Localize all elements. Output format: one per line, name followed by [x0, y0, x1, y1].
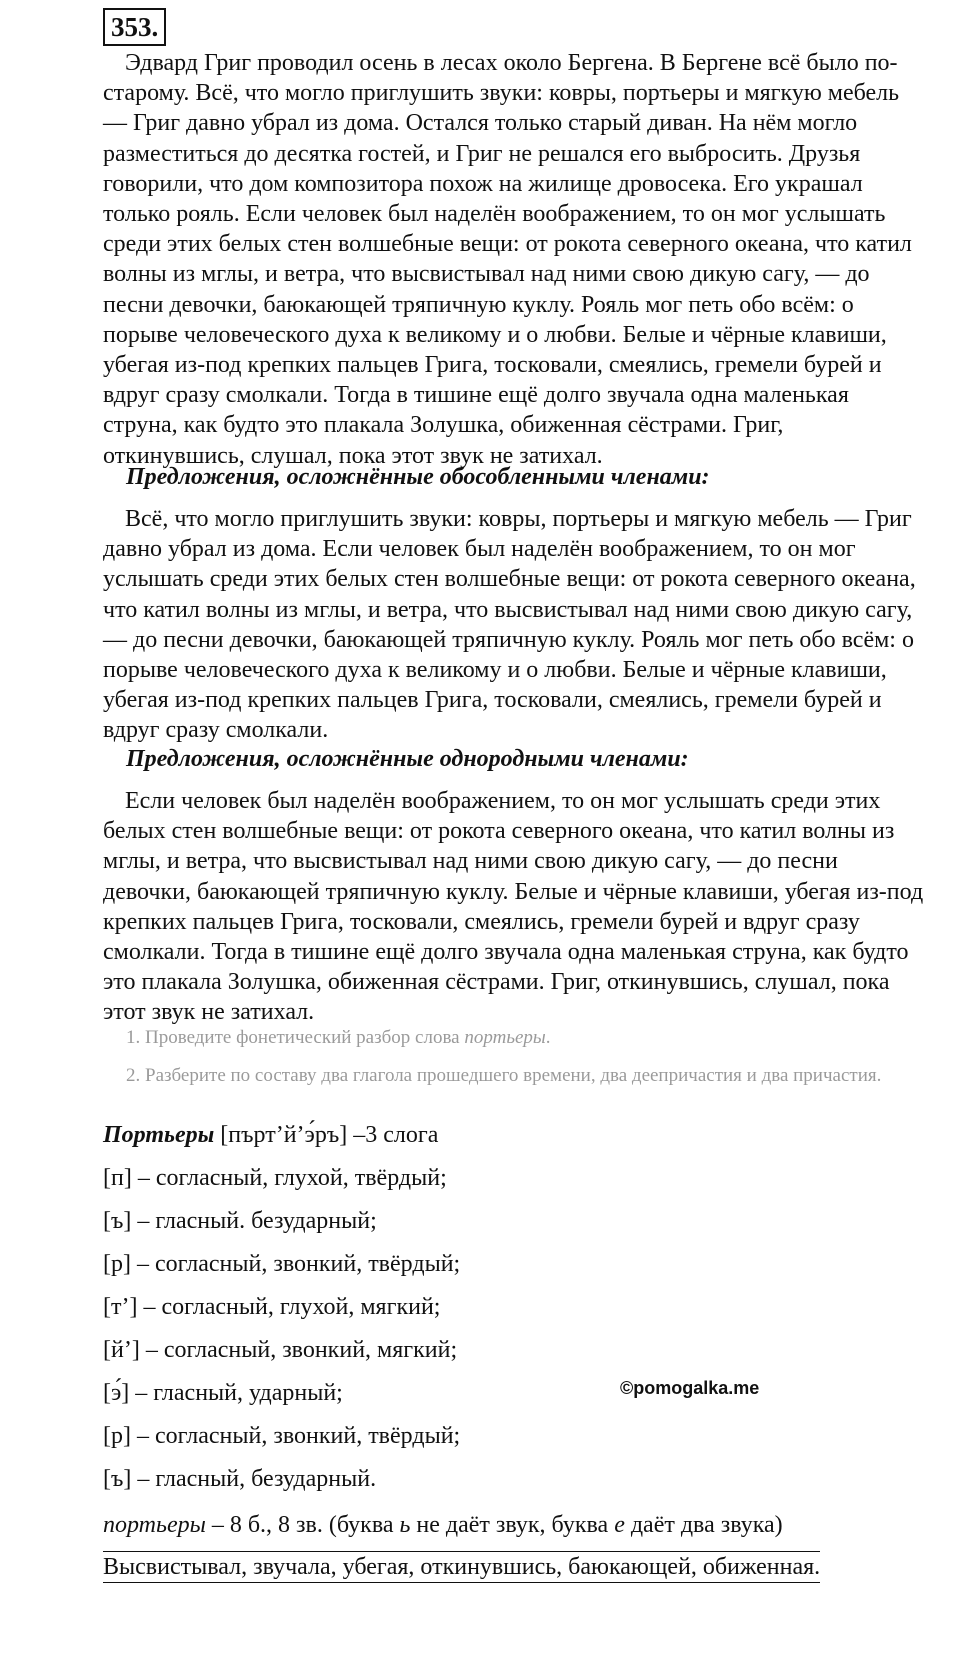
task-1	[126, 1024, 948, 1052]
phonetic-header	[103, 1122, 438, 1149]
heading-isolated: Предложения, осложнённые обособленными членами:	[126, 464, 710, 490]
sound-line: [ъ] – гласный, безударный.	[103, 1466, 377, 1492]
summary-text: – 8 б., 8 зв. (буква	[205, 1512, 400, 1538]
task-2: 2. Разберите по составу два глагола прошедшего времени, два деепричастия и два причастия.	[126, 1065, 882, 1086]
phonetic-summary	[103, 1512, 783, 1539]
sound-line: [п] – согласный, глухой, твёрдый;	[103, 1165, 447, 1191]
phonetic-transcription: [пърт’й’э́ръ] –3 слога	[220, 1122, 439, 1148]
summary-letter: ь	[399, 1512, 411, 1538]
task-1-suffix: .	[545, 1027, 551, 1048]
homogeneous-paragraph: Если человек был наделён воображением, то он мог услышать среди этих белых стен волшебные вещи: от рокота северного океана, что катил волны из мглы, и ветра, что высвистывал над ними свою дикую сагу, — до песни девочки, баюкающей тряпичную куклу. Белые и чёрные клавиши, убегая из-под крепких пальцев Грига, тосковали, смеялись, гремели бурей и вдруг сразу смолкали. Тогда в тишине ещё долго звучала одна маленькая струна, как будто это плакала Золушка, обиженная сёстрами. Григ, откинувшись, слушал, пока этот звук не затихал.	[103, 788, 924, 1026]
summary-word: портьеры	[103, 1512, 206, 1538]
summary-text: не даёт звук, буква	[410, 1512, 615, 1538]
text-paragraph: Эдвард Григ проводил осень в лесах около Бергена. В Бергене всё было по-старому. Всё, что могло приглушить звуки: ковры, портьеры и мягкую мебель — Григ давно убрал из дома. Остался только старый диван. На нём могло разместиться до десятка гостей, и Григ не решался его выбросить. Друзья говорили, что дом композитора похож на жилище дровосека. Его украшал только рояль. Если человек был наделён воображением, то он мог услышать среди этих белых стен волшебные вещи: от рокота северного океана, что катил волны из мглы, и ветра, что высвистывал над ними свою дикую сагу, — до песни девочки, баюкающей тряпичную куклу. Рояль мог петь обо всём: о порыве человеческого духа к великому и о любви. Белые и чёрные клавиши, убегая из-под крепких пальцев Грига, тосковали, смеялись, гремели бурей и вдруг сразу смолкали. Тогда в тишине ещё долго звучала одна маленькая струна, как будто это плакала Золушка, обиженная сёстрами. Григ, откинувшись, слушал, пока этот звук не затихал.	[103, 50, 912, 469]
sound-line: [р] – согласный, звонкий, твёрдый;	[103, 1251, 461, 1277]
isolated-paragraph: Всё, что могло приглушить звуки: ковры, портьеры и мягкую мебель — Григ давно убрал из дома. Если человек был наделён воображением, то он мог услышать среди этих белых стен волшебные вещи: от рокота северного океана, что катил волны из мглы, и ветра, что высвистывал над ними свою дикую сагу, — до песни девочки, баюкающей тряпичную куклу. Рояль мог петь обо всём: о порыве человеческого духа к великому и о любви. Белые и чёрные клавиши, убегая из-под крепких пальцев Грига, тосковали, смеялись, гремели бурей и вдруг сразу смолкали.	[103, 506, 916, 744]
sound-line: [й’] – согласный, звонкий, мягкий;	[103, 1337, 458, 1363]
morpheme-words: Высвистывал, звучала, убегая, откинувшись, баюкающей, обиженная.	[103, 1551, 820, 1583]
watermark: ©pomogalka.me	[620, 1378, 760, 1398]
task-1-word: портьеры	[464, 1027, 546, 1048]
exercise-number: 353.	[103, 8, 166, 46]
sound-line: [р] – согласный, звонкий, твёрдый;	[103, 1423, 461, 1449]
sound-line: [т’] – согласный, глухой, мягкий;	[103, 1294, 441, 1320]
sound-line: [ъ] – гласный. безударный;	[103, 1208, 377, 1234]
summary-letter: е	[614, 1512, 625, 1538]
morpheme-analysis	[103, 1554, 820, 1581]
summary-text: даёт два звука)	[624, 1512, 783, 1538]
phonetic-word: Портьеры	[103, 1122, 215, 1148]
heading-homogeneous: Предложения, осложнённые однородными членами:	[126, 746, 689, 772]
task-1-text: 1. Проведите фонетический разбор слова	[126, 1027, 465, 1048]
sound-line: [э́] – гласный, ударный;	[103, 1380, 343, 1406]
